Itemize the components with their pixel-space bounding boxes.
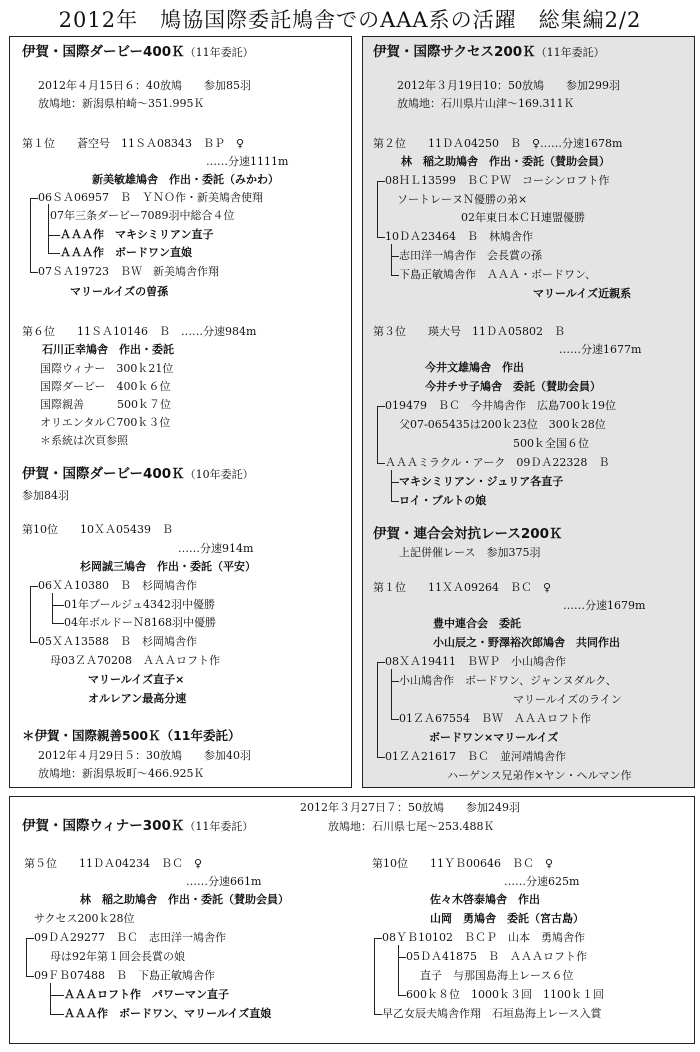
winner-release: 2012年３月27日７：50放鳩 参加249羽 [300, 801, 520, 814]
tree-line [377, 662, 385, 663]
tree-line [30, 586, 31, 642]
tree-line [374, 938, 382, 939]
derby11-sixth-rank: 第６位 11ＳＡ10146 Ｂ ……分速984m [22, 325, 257, 338]
success-third-loft2: 今井チサ子鳩舎 委託（賛助会員） [425, 380, 601, 393]
winner-fifth-sire-note: 母は92年第１回会長賞の娘 [50, 950, 185, 963]
derby11-release: 2012年４月15日６：40放鳩 参加85羽 [38, 79, 251, 92]
derby11-sixth-note: ＊系統は次頁参照 [40, 434, 128, 447]
tree-line [398, 995, 406, 996]
federation-heading: 伊賀・連合会対抗レース200Ｋ [373, 526, 563, 542]
right-panel [362, 36, 695, 788]
success-third-speed: ……分速1677m [559, 343, 642, 356]
tree-line [391, 501, 399, 502]
federation-sub: 上記併催レース 参加375羽 [399, 546, 541, 559]
success-second-dam-b: 下島正敏鳩舎作 ＡＡＡ・ボードワン、 [399, 268, 597, 281]
derby10-tenth-sire-b: 04年ボルドーＮ8168羽中優勝 [64, 616, 216, 629]
tree-line [391, 244, 392, 275]
success-third-rank: 第３位 瑛大号 11ＤＡ05802 Ｂ [373, 325, 565, 338]
derby10-tenth-dam-note: 母03ＺＡ70208 ＡＡＡロフト作 [50, 654, 220, 667]
derby10-entry: 参加84羽 [22, 489, 69, 502]
derby10-tenth-sire: 06ＸＡ10380 Ｂ 杉岡鳩舎作 [38, 579, 197, 592]
tree-line [398, 957, 406, 958]
tree-line [377, 237, 385, 238]
success-third-dam-b: ロイ・ブルトの娘 [399, 494, 487, 507]
winner-fifth-dam: 09ＦＢ07488 Ｂ 下島正敏鳩舎作 [34, 969, 215, 982]
winner-tenth-sire-a2: 直子 与那国島海上レース６位 [420, 969, 574, 982]
winner-tenth-sire-a: 05ＤＡ41875 Ｂ ＡＡＡロフト作 [406, 950, 587, 963]
derby11-first-loft: 新美敏雄鳩舎 作出・委託（みかわ） [92, 173, 279, 186]
federation-first-loft1: 豊中連合会 委託 [433, 617, 521, 630]
tree-line [391, 681, 399, 682]
winner-fifth-dam-a: ＡＡＡロフト作 パワーマン直子 [64, 988, 229, 1001]
derby10-tenth-speed: ……分速914m [178, 542, 254, 555]
derby11-sixth-result-4: オリエンタルＣ700ｋ３位 [40, 416, 171, 429]
derby10-tenth-sire-a: 01年ブールジュ4342羽中優勝 [64, 598, 215, 611]
winner-heading: 伊賀・国際ウィナー300Ｋ（11年委託） [22, 818, 254, 834]
tree-line [377, 181, 385, 182]
tree-line [377, 463, 385, 464]
tree-line [30, 272, 38, 273]
success-second-rank: 第２位 11ＤＡ04250 Ｂ ♀……分速1678m [373, 137, 623, 150]
tree-line [377, 406, 385, 407]
tree-line [391, 470, 392, 501]
tree-line [377, 181, 378, 237]
winner-site: 放鳩地：石川県七尾～253.488Ｋ [328, 820, 495, 833]
winner-fifth-loft: 林 稲之助鳩舎 作出・委託（賛助会員） [80, 893, 289, 906]
tree-line [26, 976, 34, 977]
derby11-heading: 伊賀・国際ダービー400Ｋ（11年委託） [22, 44, 254, 60]
success-second-dam-a: 志田洋一鳩舎作 会長賞の孫 [399, 249, 542, 262]
derby11-sixth-result-3: 国際親善 500ｋ７位 [40, 398, 171, 411]
winner-fifth-sire: 09ＤＡ29277 ＢＣ 志田洋一鳩舎作 [34, 931, 226, 944]
derby11-first-sire-b: ＡＡＡ作 ボードワン直娘 [60, 246, 192, 259]
tree-line [30, 586, 38, 587]
federation-first-sire-b2: ボードワン×マリールイズ [429, 731, 559, 744]
tree-line [374, 1014, 382, 1015]
tree-line [391, 275, 399, 276]
goodwill-release: 2012年４月29日５：30放鳩 参加40羽 [38, 749, 251, 762]
derby10-tenth-rank: 第10位 10ＸＡ05439 Ｂ [22, 523, 173, 536]
success-site: 放鳩地：石川県片山津～169.311Ｋ [397, 97, 575, 110]
tree-line [52, 593, 53, 623]
left-panel [9, 36, 352, 788]
tree-line [391, 482, 399, 483]
derby10-heading: 伊賀・国際ダービー400Ｋ（10年委託） [22, 466, 254, 482]
derby11-first-dam-note: マリールイズの曽孫 [70, 285, 169, 298]
winner-fifth-note: サクセス200ｋ28位 [34, 912, 135, 925]
tree-line [50, 995, 64, 996]
derby11-sixth-result-1: 国際ウィナー 300ｋ21位 [40, 362, 174, 375]
tree-line [377, 757, 385, 758]
derby10-tenth-dam-b2: オルレアン最高分速 [88, 692, 187, 705]
tree-line [391, 719, 399, 720]
tree-line [377, 662, 378, 757]
success-second-sire-n2: 02年東日本ＣＨ連盟優勝 [461, 211, 585, 224]
federation-first-sire-b: 01ＺＡ67554 ＢＷ ＡＡＡロフト作 [399, 712, 591, 725]
success-third-sire-n2: 500ｋ全国６位 [513, 437, 589, 450]
success-third-sire: 019479 ＢＣ 今井鳩舎作 広島700ｋ19位 [385, 399, 616, 412]
winner-fifth-speed: ……分速661m [186, 875, 262, 888]
tree-line [30, 198, 31, 273]
federation-first-sire-a2: マリールイズのライン [513, 693, 622, 706]
success-second-sire-n1: ソートレーヌＮ優勝の弟× [397, 193, 528, 206]
tree-line [50, 1014, 64, 1015]
success-third-dam-a: マキシミリアン・ジュリア各直子 [399, 475, 564, 488]
tree-line [30, 198, 38, 199]
derby10-tenth-dam-b1: マリールイズ直子× [88, 673, 185, 686]
derby11-first-sire-note: 07年三条ダービー7089羽中総合４位 [50, 209, 235, 222]
federation-first-speed: ……分速1679m [563, 599, 646, 612]
success-second-dam-b2: マリールイズ近親系 [533, 287, 632, 300]
tree-line [377, 406, 378, 463]
derby10-tenth-loft: 杉岡誠三鳩舎 作出・委託（平安） [80, 560, 256, 573]
tree-line [26, 938, 27, 976]
derby11-site: 放鳩地：新潟県柏崎～351.995Ｋ [38, 97, 205, 110]
derby10-tenth-dam: 05ＸＡ13588 Ｂ 杉岡鳩舎作 [38, 635, 197, 648]
derby11-first-sire: 06ＳＡ06957 Ｂ ＹＮＯ作・新美鳩舎使翔 [38, 191, 263, 204]
success-release: 2012年３月19日10：50放鳩 参加299羽 [397, 79, 620, 92]
success-second-sire: 08ＨＬ13599 ＢＣＰＷ コーシンロフト作 [385, 174, 610, 187]
tree-line [374, 938, 375, 1014]
success-second-dam: 10ＤＡ23464 Ｂ 林鳩舎作 [385, 230, 533, 243]
federation-first-dam-note: ハーゲンス兄弟作×ヤン・ヘルマン作 [447, 769, 632, 782]
winner-tenth-rank: 第10位 11ＹＢ00646 ＢＣ ♀ [372, 857, 554, 870]
page-title: 2012年 鳩協国際委託鳩舎でのAAA系の活躍 総集編2/2 [58, 8, 642, 32]
federation-first-sire: 08ＸＡ19411 ＢＷＰ 小山鳩舎作 [385, 655, 566, 668]
winner-fifth-dam-b: ＡＡＡ作 ボードワン、マリールイズ直娘 [64, 1007, 272, 1020]
goodwill-heading: ＊伊賀・国際親善500Ｋ（11年委託） [22, 728, 241, 743]
winner-fifth-rank: 第５位 11ＤＡ04234 ＢＣ ♀ [24, 857, 203, 870]
success-third-dam: ＡＡＡミラクル・アーク 09ＤＡ22328 Ｂ [385, 456, 610, 469]
derby11-sixth-loft: 石川正幸鳩舎 作出・委託 [42, 343, 174, 356]
federation-first-dam: 01ＺＡ21617 ＢＣ 並河靖鳩舎作 [385, 750, 566, 763]
tree-line [391, 256, 399, 257]
federation-first-loft2: 小山辰之・野澤裕次郎鳩舎 共同作出 [433, 636, 620, 649]
winner-tenth-sire-b: 600ｋ８位 1000ｋ３回 1100ｋ１回 [406, 988, 604, 1001]
success-second-loft: 林 稲之助鳩舎 作出・委託（賛助会員） [401, 155, 610, 168]
derby11-first-rank: 第１位 蒼空号 11ＳＡ08343 ＢＰ ♀ [22, 137, 245, 150]
winner-tenth-sire: 08ＹＢ10102 ＢＣＰ 山本 勇鳩舎作 [382, 931, 585, 944]
derby11-first-speed: ……分速1111m [206, 155, 289, 168]
success-heading: 伊賀・国際サクセス200Ｋ（11年委託） [373, 44, 605, 60]
tree-line [48, 235, 60, 236]
tree-line [50, 983, 51, 1014]
tree-line [398, 945, 399, 995]
derby11-sixth-result-2: 国際ダービー 400ｋ６位 [40, 380, 171, 393]
winner-tenth-loft1: 佐々木啓泰鳩舎 作出 [430, 893, 540, 906]
success-second-dam-b-line [399, 268, 596, 282]
winner-tenth-dam: 早乙女辰夫鳩舎作翔 石垣島海上レース入賞 [382, 1007, 602, 1020]
winner-tenth-loft2: 山岡 勇鳩舎 委託（宮古島） [430, 912, 584, 925]
tree-line [52, 605, 64, 606]
tree-line [48, 204, 49, 254]
success-third-sire-n1: 父07-065435は200ｋ23位 300ｋ28位 [399, 418, 606, 431]
federation-first-sire-a: 小山鳩舎作 ボードワン、ジャンヌダルク、 [399, 674, 617, 687]
derby11-first-dam: 07ＳＡ19723 ＢＷ 新美鳩舎作翔 [38, 265, 219, 278]
bottom-panel [9, 796, 695, 1044]
tree-line [26, 938, 34, 939]
tree-line [52, 623, 64, 624]
tree-line [30, 642, 38, 643]
tree-line [48, 253, 60, 254]
winner-tenth-speed: ……分速625m [504, 875, 580, 888]
success-third-loft1: 今井文雄鳩舎 作出 [425, 361, 524, 374]
tree-line [391, 669, 392, 719]
federation-first-rank: 第１位 11ＸＡ09264 ＢＣ ♀ [373, 581, 552, 594]
goodwill-site: 放鳩地：新潟県坂町～466.925Ｋ [38, 767, 205, 780]
derby11-first-sire-a: ＡＡＡ作 マキシミリアン直子 [60, 228, 214, 241]
